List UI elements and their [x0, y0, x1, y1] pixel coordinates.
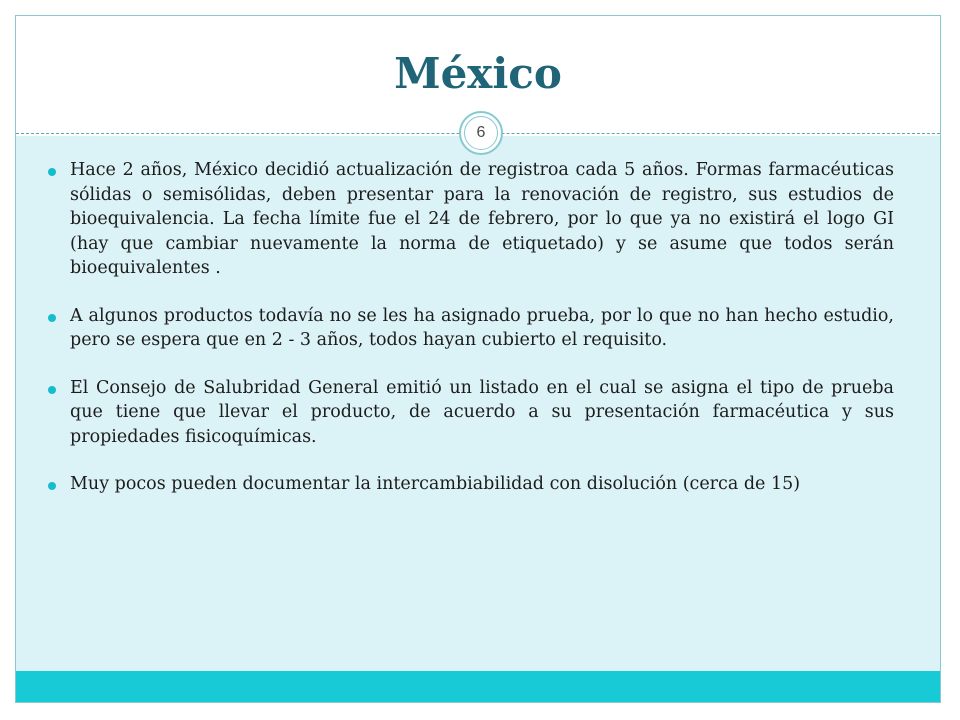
bullet-item: [48, 158, 894, 281]
bullet-item: [48, 376, 894, 450]
bullet-item: [48, 472, 894, 497]
bullet-text: A algunos productos todavía no se les ha asignado prueba, por lo que no han hecho estudio, pero se espera que en 2 - 3 años, todos hayan cubierto el requisito.: [70, 305, 894, 350]
bullet-dot-icon: [48, 314, 56, 322]
bullet-dot-icon: [48, 168, 56, 176]
page-number-badge: [459, 111, 503, 155]
slide-title: México: [394, 49, 562, 98]
bullet-list: [48, 158, 894, 520]
footer-accent-bar: [16, 671, 940, 702]
bullet-text: El Consejo de Salubridad General emitió un listado en el cual se asigna el tipo de prueba que tiene que llevar el producto, de acuerdo a su presentación farmacéutica y sus propiedades fisicoquímicas.: [70, 377, 894, 447]
page-number: 6: [476, 124, 486, 141]
bullet-text: Muy pocos pueden documentar la intercambiabilidad con disolución (cerca de 15): [70, 474, 801, 494]
bullet-dot-icon: [48, 482, 56, 490]
bullet-item: [48, 304, 894, 353]
bullet-dot-icon: [48, 386, 56, 394]
bullet-text: Hace 2 años, México decidió actualización de registroa cada 5 años. Formas farmacéuticas sólidas o semisólidas, deben presentar para la renovación de registro, sus estudios de bioequivalencia. La fecha límite fue el 24 de febrero, por lo que ya no existirá el logo GI (hay que cambiar nuevamente la norma de etiquetado) y se asume que todos serán bioequivalentes .: [70, 160, 894, 278]
